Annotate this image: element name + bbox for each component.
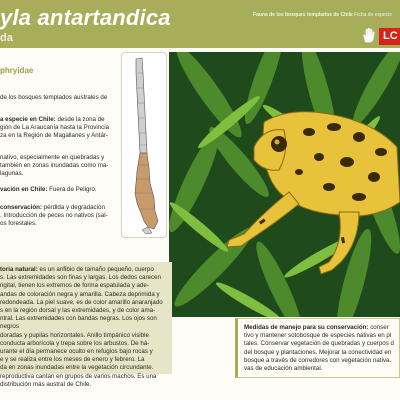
chile-map-icon [122, 53, 166, 237]
series-bold: Fauna de los bosques templados de Chile [253, 12, 353, 18]
natural-history-label: toria natural: [0, 266, 38, 273]
habitat-block [0, 154, 120, 179]
natural-history-text: toria natural: es un anfibio de tamaño pequeño, cuerpo s. Las extremidades son finas y largas. Los dedos carecen rigital, tienen los extremos de forma espatulada y ade- andas de coloración negra y amarilla. Cabeza deprimida y redondeada. La piel suave, es de color amarillo anaranjado s en la región dorsal y las extremidades, y de color ama- ntral. Las extremidades con bandas negras. Los ojos son negros doradas y pupilas horizontales. Anillo timpánico visible conducta arborícola y trepa sobre los arbustos. De há- urante el día permanece oculto en refugios bajo rocas y e y se realiza entre los meses de enero y febrero. La da en zonas inundadas entre la vegetación circundante. reproductiva cantan en grupos de varios machos. Es una distribución más austral de Chile. [0, 266, 163, 388]
distribution-label: a especie en Chile: [0, 116, 56, 123]
distribution-line-1: a especie en Chile: desde la zona de [0, 116, 105, 123]
management-panel [235, 318, 400, 378]
habitat-line-2: también en zonas inundadas como ma- [0, 162, 109, 170]
series-title [253, 12, 392, 18]
management-text: Medidas de manejo para su conservación: conser tivo y mantener sotobosque de especies nativas en pl tales. Conservar vegetación de quebradas y cuerpos d del bosque y plantaciones. Mejorar la conectividad en bosque a través de corredores con vegetación nativa. vas de educación ambiental. [244, 324, 394, 373]
threats-line-1: conservación: pérdida y degradación [0, 204, 105, 211]
species-title: yla antartandica [0, 5, 171, 30]
threats-block [0, 204, 120, 229]
threats-label: conservación: [0, 204, 42, 211]
conservation-status [0, 186, 120, 194]
habitat-line-3: lagunas. [0, 170, 24, 178]
distribution-map [121, 52, 167, 238]
distribution-line-3: za en la Región de Magallanes y Antár- [0, 132, 109, 140]
species-subtitle: da [0, 32, 13, 44]
habitat-line-1: nativo, especialmente en quebradas y [0, 154, 105, 161]
conservation-badge: LC [379, 28, 400, 45]
description-text: de los bosques templados australes de [0, 94, 108, 101]
threats-line-3: os forestales. [0, 220, 37, 228]
distribution-block [0, 116, 120, 141]
header-bar [0, 0, 400, 48]
conservation-label: vación en Chile: [0, 186, 48, 193]
series-rest: Ficha de especie [352, 12, 392, 18]
natural-history-panel [0, 262, 172, 388]
hand-icon [360, 26, 378, 44]
family-label: phryidae [0, 66, 34, 75]
conservation-value: Fuera de Peligro. [47, 186, 97, 193]
threats-line-2: . Introducción de peces no nativos (sal- [0, 212, 108, 220]
distribution-line-2: gión de La Araucanía hasta la Provincia [0, 124, 110, 132]
frog-photo-image [169, 52, 400, 317]
frog-photo [169, 52, 400, 317]
management-label: Medidas de manejo para su conservación: [244, 324, 369, 331]
